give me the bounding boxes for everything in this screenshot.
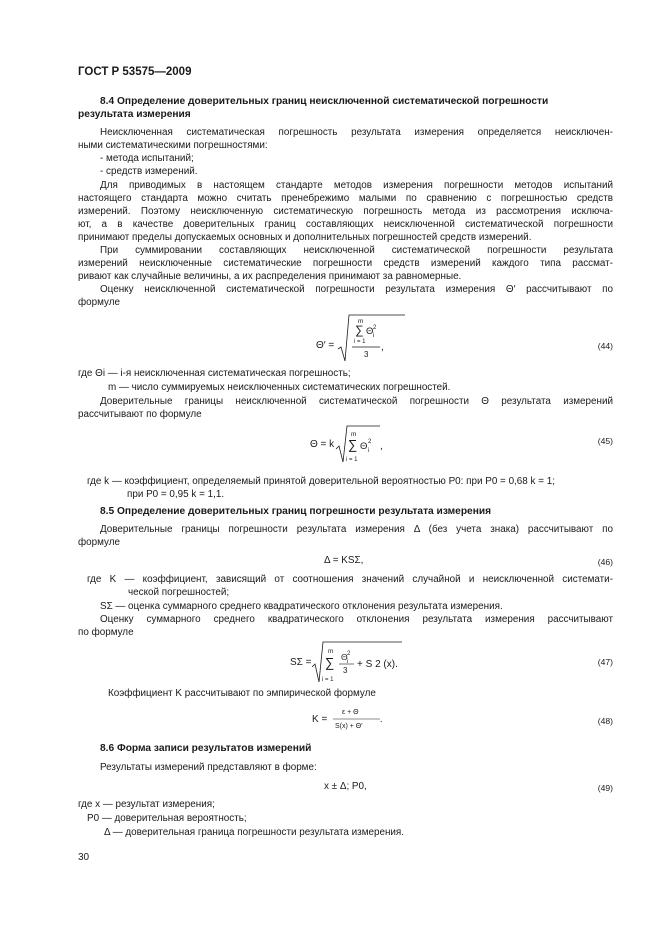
f44-sum-bot: i = 1	[354, 339, 366, 345]
s84-p2-line5: принимают пределы допускаемых основных и дополнительных погрешностей средств измерений.	[78, 232, 532, 243]
eq-number-44: (44)	[597, 341, 613, 351]
s84-p1-line1: Неисключенная систематическая погрешность результата измерения определяется неисключен-	[100, 127, 613, 138]
formula-48	[310, 704, 410, 734]
page-number: 30	[78, 852, 90, 863]
f48-lhs: K =	[312, 714, 328, 725]
s86-where-3: Δ — доверительная граница погрешности результата измерения.	[104, 827, 405, 838]
s84-p5-line1: Доверительные границы неисключенной систематической погрешности Θ результата измерений	[100, 396, 613, 407]
s84-list-item-2: - средств измерений.	[100, 166, 198, 177]
s84-p4-line2: формуле	[78, 297, 120, 308]
eq-number-48: (48)	[597, 716, 613, 726]
s84-p2-line4: ют, а в качестве доверительных границ составляющих неисключенной систематической погрешности	[78, 219, 613, 230]
s85-where-1-line1: где K — коэффициент, зависящий от соотношения значений случайной и неисключенной системати-	[87, 574, 613, 585]
s84-where-3-line1: где k — коэффициент, определяемый принятой доверительной вероятностью P0: при P0 = 0,68 k = 1;	[87, 476, 555, 487]
f45-term: Θ	[360, 441, 368, 452]
s84-p3-line1: При суммировании составляющих неисключенной систематической погрешности результата	[100, 245, 613, 256]
formula-47	[286, 640, 406, 686]
f47-lhs: SΣ =	[290, 657, 312, 668]
f48-den: S(x) + Θ′	[335, 723, 363, 730]
f47-den: 3	[343, 666, 348, 675]
f47-sum-top: m	[328, 648, 334, 655]
formula-46: Δ = KSΣ,	[324, 555, 364, 566]
formula-45	[300, 424, 410, 466]
eq-number-46: (46)	[597, 557, 613, 567]
s84-where-2: m — число суммируемых неисключенных систематических погрешностей.	[108, 382, 451, 393]
s84-p3-line2: измерений неисключенные систематические погрешности средств измерений каждого типа рассмат-	[78, 258, 613, 269]
f44-den: 3	[364, 350, 369, 359]
f44-sigma: ∑	[355, 323, 364, 337]
s84-p2-line1: Для приводимых в настоящем стандарте методов измерения погрешности методов испытаний	[100, 180, 613, 191]
section-8-4-title-line2: результата измерения	[78, 109, 191, 120]
f47-sup: 2	[347, 651, 351, 657]
f45-sum-top: m	[351, 431, 357, 438]
eq-number-45: (45)	[597, 436, 613, 446]
f44-sum-top: m	[358, 318, 364, 325]
standard-header: ГОСТ Р 53575—2009	[78, 66, 192, 78]
f47-sub: i	[347, 659, 349, 665]
f44-radical	[338, 315, 405, 361]
f45-radical	[336, 426, 380, 462]
eq-number-49: (49)	[597, 783, 613, 793]
f47-sum-bot: i = 1	[322, 677, 334, 683]
s84-p2-line3: измерений. Поэтому неисключенную систематическую погрешность метода из рассмотрения исключа-	[78, 206, 613, 217]
f45-tail: ,	[380, 441, 383, 452]
f47-tail: + S 2 (x).	[357, 659, 398, 670]
s84-p3-line3: ривают как случайные величины, а их распределения принимают за равномерные.	[78, 271, 462, 282]
s85-p3: Коэффициент K рассчитывают по эмпирической формуле	[108, 688, 376, 699]
f45-sup: 2	[368, 439, 372, 445]
eq-number-47: (47)	[597, 657, 613, 667]
f45-sigma: ∑	[348, 437, 358, 452]
f48-tail: .	[380, 714, 383, 724]
s86-where-1: где x — результат измерения;	[78, 799, 215, 810]
f44-sub: i	[373, 333, 375, 339]
s86-p1: Результаты измерений представляют в форме:	[100, 762, 317, 773]
s84-p4-line1: Оценку неисключенной систематической погрешности результата измерения Θ′ рассчитывают по	[100, 284, 613, 295]
section-8-5-title: 8.5 Определение доверительных границ погрешности результата измерения	[100, 506, 492, 517]
s85-where-2: SΣ — оценка суммарного среднего квадратического отклонения результата измерения.	[100, 601, 503, 612]
formula-44	[300, 312, 410, 364]
s84-where-3-line2: при P0 = 0,95 k = 1,1.	[127, 489, 225, 500]
s84-p2-line2: настоящего стандарта можно считать пренебрежимо малыми по сравнению с погрешностью средств	[78, 193, 613, 204]
f47-term-num: Θ	[341, 652, 348, 662]
f47-sigma: ∑	[325, 655, 335, 670]
s85-p2-line1: Оценку суммарного среднего квадратического отклонения результата измерения рассчитывают	[100, 614, 613, 625]
f44-tail: ,	[381, 342, 384, 353]
section-8-6-title: 8.6 Форма записи результатов измерений	[100, 743, 312, 754]
s85-p2-line2: по формуле	[78, 627, 134, 638]
s84-p5-line2: рассчитывают по формуле	[78, 409, 202, 420]
f44-term: Θ	[366, 326, 374, 337]
f44-sup: 2	[373, 325, 377, 331]
s85-where-1-line2: ческой погрешностей;	[128, 587, 230, 598]
s85-p1-line2: формуле	[78, 537, 120, 548]
f45-sub: i	[368, 448, 370, 454]
f45-sum-bot: i = 1	[346, 457, 358, 463]
s84-where-1: где Θi — i-я неисключенная систематическая погрешность;	[78, 368, 351, 379]
f45-lhs: Θ = k	[310, 439, 335, 450]
f44-lhs: Θ′ =	[316, 340, 335, 351]
section-8-4-title-line1: 8.4 Определение доверительных границ неисключенной систематической погрешности	[100, 96, 549, 107]
s84-p1-line2: ными систематическими погрешностями:	[78, 140, 268, 151]
formula-49: x ± Δ; P0,	[324, 781, 367, 792]
f48-num: ε + Θ	[342, 709, 359, 716]
s86-where-2: P0 — доверительная вероятность;	[87, 813, 247, 824]
s85-p1-line1: Доверительные границы погрешности результата измерения Δ (без учета знака) рассчитывают по	[100, 524, 613, 535]
s84-list-item-1: - метода испытаний;	[100, 153, 194, 164]
